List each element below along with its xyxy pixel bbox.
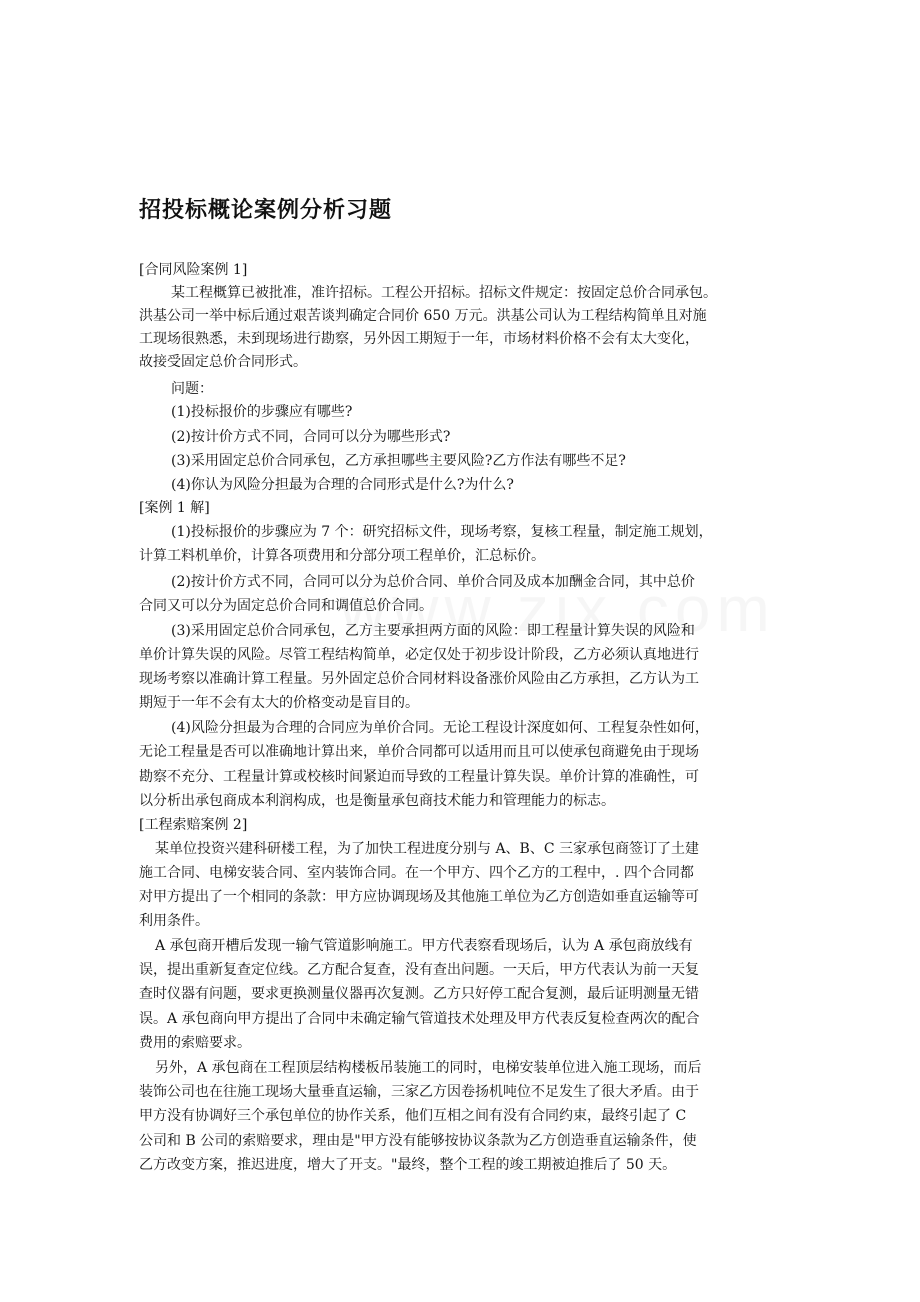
paragraph-line: 另外，A 承包商在工程顶层结构楼板吊装施工的同时，电梯安装单位进入施工现场，而后 (155, 1060, 702, 1076)
paragraph-line: 施工合同、电梯安装合同、室内装饰合同。在一个甲方、四个乙方的工程中，. 四个合同都 (139, 865, 694, 881)
answer-line: (4)风险分担最为合理的合同应为单价合同。无论工程设计深度如何、工程复杂性如何， (171, 720, 709, 736)
answer-line: 期短于一年不会有太大的价格变动是盲目的。 (139, 695, 419, 711)
answer-line: 现场考察以准确计算工程量。另外固定总价合同材料设备涨价风险由乙方承担，乙方认为工 (139, 671, 699, 687)
paragraph-line: 查时仪器有问题，要求更换测量仪器再次复测。乙方只好停工配合复测，最后证明测量无错 (139, 986, 699, 1002)
section-heading: [工程索赔案例 2] (139, 817, 248, 833)
answer-line: (3)采用固定总价合同承包，乙方主要承担两方面的风险：即工程量计算失误的风险和 (171, 623, 695, 639)
answer-line: 勘察不充分、工程量计算或校核时间紧迫而导致的工程量计算失误。单价计算的准确性，可 (139, 769, 699, 785)
question-item: (4)你认为风险分担最为合理的合同形式是什么?为什么? (171, 477, 514, 493)
paragraph-line: 甲方没有协调好三个承包单位的协作关系，他们互相之间有没有合同约束，最终引起了 C (139, 1108, 687, 1124)
paragraph-line: 误。A 承包商向甲方提出了合同中未确定输气管道技术处理及甲方代表反复检查两次的配合 (139, 1011, 700, 1027)
section-heading: [合同风险案例 1] (139, 262, 248, 278)
paragraph-line: 误，提出重新复查定位线。乙方配合复查，没有查出问题。一天后，甲方代表认为前一天复 (139, 962, 699, 978)
answer-line: 单价计算失误的风险。尽管工程结构简单，必定仅处于初步设计阶段，乙方必须认真地进行 (139, 647, 699, 663)
paragraph-line: 装饰公司也在往施工现场大量垂直运输，三家乙方因卷扬机吨位不足发生了很大矛盾。由于 (139, 1084, 699, 1100)
paragraph-line: A 承包商开槽后发现一输气管道影响施工。甲方代表察看现场后，认为 A 承包商放线有 (155, 938, 693, 954)
answer-line: 计算工料机单价，计算各项费用和分部分项工程单价，汇总标价。 (139, 548, 545, 564)
paragraph-line: 利用条件。 (139, 913, 209, 929)
answer-line: 合同又可以分为固定总价合同和调值总价合同。 (139, 598, 433, 614)
paragraph-line: 故接受固定总价合同形式。 (139, 354, 307, 370)
answer-line: (1)投标报价的步骤应为 7 个：研究招标文件，现场考察，复核工程量，制定施工规划， (171, 524, 713, 540)
answer-line: (2)按计价方式不同，合同可以分为总价合同、单价合同及成本加酬金合同，其中总价 (171, 574, 695, 590)
paragraph-line: 乙方改变方案，推迟进度，增大了开支。"最终，整个工程的竣工期被迫推后了 50 天。 (139, 1157, 677, 1173)
paragraph-line: 洪基公司一举中标后通过艰苦谈判确定合同价 650 万元。洪基公司认为工程结构简单且对施 (139, 308, 707, 324)
paragraph-line: 对甲方提出了一个相同的条款：甲方应协调现场及其他施工单位为乙方创造如垂直运输等可 (139, 889, 699, 905)
question-item: (3)采用固定总价合同承包，乙方承担哪些主要风险?乙方作法有哪些不足? (171, 453, 626, 469)
document-title: 招投标概论案例分析习题 (139, 198, 393, 223)
answer-line: 以分析出承包商成本利润构成，也是衡量承包商技术能力和管理能力的标志。 (139, 793, 615, 809)
paragraph-line: 费用的索赔要求。 (139, 1035, 251, 1051)
section-heading: [案例 1 解] (139, 500, 210, 516)
paragraph-line: 公司和 B 公司的索赔要求，理由是"甲方没有能够按协议条款为乙方创造垂直运输条件，使 (139, 1133, 697, 1149)
question-label: 问题： (171, 381, 213, 397)
paragraph-line: 某工程概算已被批准，准许招标。工程公开招标。招标文件规定：按固定总价合同承包。 (171, 285, 717, 301)
question-item: (1)投标报价的步骤应有哪些? (171, 404, 353, 420)
paragraph-line: 某单位投资兴建科研楼工程，为了加快工程进度分别与 A、B、C 三家承包商签订了土建 (155, 841, 700, 857)
answer-line: 无论工程量是否可以准确地计算出来，单价合同都可以适用而且可以使承包商避免由于现场 (139, 744, 699, 760)
paragraph-line: 工现场很熟悉，未到现场进行勘察，另外因工期短于一年，市场材料价格不会有太大变化， (139, 331, 699, 347)
question-item: (2)按计价方式不同，合同可以分为哪些形式? (171, 429, 451, 445)
